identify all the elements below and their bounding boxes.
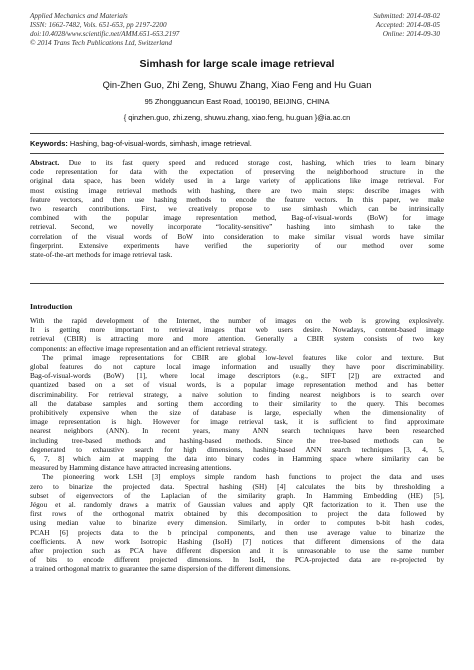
body-line: global features do not capture local image information and usually they have poor discriminability. — [30, 362, 444, 372]
body-line: of bits to encode different projected dimensions. In IsoH, the PCA-projected data are re-projected by — [30, 555, 444, 565]
abstract-line — [30, 158, 444, 167]
body-line: all the database samples and sorting them according to their similarity to the query. This becomes — [30, 398, 444, 408]
body-line: quantized based on a set of visual words, is a popular image representation method and has better — [30, 380, 444, 390]
body-line: using median value to binarize every dimension. Similarly, in order to computes b-bit hash codes, — [30, 518, 444, 528]
body-line: components: an effective image representation and an efficient retrieval strategy. — [30, 343, 268, 353]
abstract-line: feature vectors, and then use hashing methods to encode the feature vectors. In this paper, we make — [30, 194, 444, 204]
abstract-line: correlation of the visual words of BoW into consideration to make similar visual words have similar — [30, 231, 444, 241]
abstract-line: two research contributions. First, we creatively propose to use simhash which can be intrinsically — [30, 204, 444, 214]
abstract-line: retrieval. Second, we novelly incorporate “locality-sensitive” hashing into simhash to take the — [30, 222, 444, 232]
abstract-first-line: Due to its fast query speed and reduced storage cost, hashing, which tries to learn binary — [68, 158, 444, 167]
journal-name: Applied Mechanics and Materials — [30, 12, 128, 20]
body-line: It is getting more important to retrieval images that web users desire. Nowadays, content-based image — [30, 325, 444, 335]
body-line: Bag-of-visual-words (BoW) [1], where local image descriptors (e.g., SIFT [2]) are extracted and — [30, 371, 444, 381]
body-line: image representation is high. However for image retrieval task, it is sufficient to find approximate — [30, 417, 444, 427]
body-line: zero to binarize the projected data. Spectral hashing (SH) [4] calculates the bits by thresholding a — [30, 481, 444, 491]
abstract — [30, 158, 444, 259]
keywords-label: Keywords: — [30, 139, 68, 148]
abstract-line: code representation for data with the expectation of preserving the neighborhood structure in the — [30, 167, 444, 177]
body-line: measured by Hamming distance have attracted increasing attentions. — [30, 463, 232, 473]
abstract-line: original data space, has been widely used in a large variety of applications like image retrieval. For — [30, 176, 444, 186]
author-emails: { qinzhen.guo, zhi.zeng, shuwu.zhang, xiao.feng, hu.guan }@ia.ac.cn — [123, 113, 351, 122]
body-line: discriminability. For retrieval strategy, a naive solution to finding nearest neighbors is to search over — [30, 389, 444, 399]
journal-doi: doi:10.4028/www.scientific.net/AMM.651-653.2197 — [30, 30, 180, 38]
abstract-line: fingerprint. Extensive experiments have verified the superiority of our method over some — [30, 240, 444, 250]
body-line: prohibitively expensive when the size of database is large, especially when the dimensionality of — [30, 408, 444, 418]
introduction-heading: Introduction — [30, 302, 73, 311]
body-line: retrieval (CBIR) is attracting more and more attention. Generally a CBIR system consists of two key — [30, 334, 444, 344]
body-line: a trained orthogonal matrix to guarantee the same dispersion of the different dimensions. — [30, 564, 291, 574]
submission-dates — [290, 12, 440, 39]
body-line: degenerated to exhaustive search for high dimensions, hashing-based ANN search techniques [3, 4, 5, — [30, 444, 444, 454]
body-line: 6, 7, 8] which aim at mapping the data into binary codes in Hamming space where similarity can be — [30, 454, 444, 464]
accepted-date: Accepted: 2014-08-05 — [375, 21, 440, 29]
body-line: PCAH [6] projects data to the b principal components, and then use average value to binarize the — [30, 527, 444, 537]
body-line: after projection such as PCA have different dispersion and it is unreasonable to use the same number — [30, 546, 444, 556]
introduction-body — [30, 316, 444, 574]
body-line: The primal image representations for CBIR are global low-level features like color and texture. But — [42, 352, 444, 362]
body-line: nearest neighbors (ANN). In recent years, many ANN search techniques have been researched — [30, 426, 444, 436]
body-line: With the rapid development of the Internet, the number of images on the web is growing explosively. — [30, 316, 444, 325]
keywords-text: Hashing, bag-of-visual-words, simhash, image retrieval. — [69, 139, 252, 148]
paper-title: Simhash for large scale image retrieval — [139, 58, 335, 70]
body-line: Jégou et al. randomly draws a matrix of Gaussian values and apply QR factorization to it. Then use the — [30, 500, 444, 510]
journal-issn: ISSN: 1662-7482, Vols. 651-653, pp 2197-2200 — [30, 21, 167, 29]
top-rule — [30, 133, 444, 134]
abstract-line: state-of-the-art methods for image retrieval task. — [30, 250, 173, 260]
journal-copyright: © 2014 Trans Tech Publications Ltd, Switzerland — [30, 39, 172, 47]
online-date: Online: 2014-09-30 — [382, 30, 440, 38]
body-line: first rows of the orthogonal matrix obtained by this decomposition to project the data followed by — [30, 509, 444, 519]
author-address: 95 Zhongguancun East Road, 100190, BEIJING, CHINA — [144, 97, 330, 106]
keywords-rule — [30, 153, 444, 154]
body-line: coefficients. A new work Isotropic Hashing (IsoH) [7] notices that different dimensions of the data — [30, 536, 444, 546]
abstract-rule — [30, 283, 444, 284]
journal-header — [30, 12, 290, 48]
abstract-line: combined with the popular image representation method, Bag-of-visual-words (BoW) for image — [30, 213, 444, 223]
abstract-line: most existing image retrieval methods with hashing, there are two main steps: describe images with — [30, 185, 444, 195]
body-line: including tree-based methods and hashing-based methods. Since the tree-based methods can be — [30, 435, 444, 445]
abstract-label: Abstract. — [30, 158, 60, 167]
body-line: The pioneering work LSH [3] employs simple random hash functions to project the data and uses — [42, 472, 444, 482]
author-list: Qin-Zhen Guo, Zhi Zeng, Shuwu Zhang, Xiao Feng and Hu Guan — [102, 80, 372, 90]
keywords — [30, 139, 444, 148]
submitted-date: Submitted: 2014-08-02 — [373, 12, 440, 20]
body-line: subset of eigenvectors of the Laplacian of the similarity graph. In Hamming Embedding (HE) [5], — [30, 490, 444, 500]
